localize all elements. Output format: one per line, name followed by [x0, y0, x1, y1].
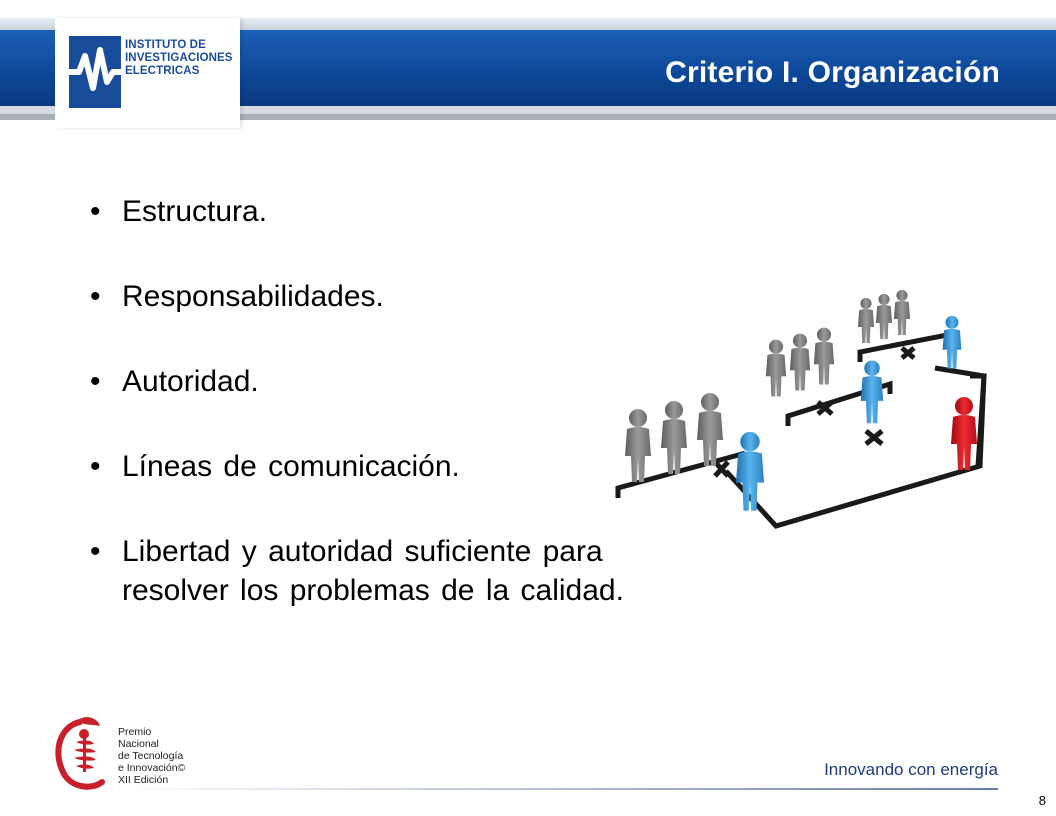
- page-number: 8: [1038, 793, 1046, 808]
- award-line: Premio: [118, 726, 152, 738]
- award-name: [118, 726, 185, 786]
- bullet-marker: •: [90, 450, 101, 483]
- slide-title: Criterio I. Organización: [665, 56, 1000, 89]
- award-line: Nacional: [118, 738, 159, 750]
- bullet-text: Responsabilidades.: [122, 280, 384, 313]
- institute-name-line: INSTITUTO DE: [125, 39, 206, 51]
- bullet-text: Estructura.: [122, 195, 268, 228]
- staff-figures-back: [858, 290, 910, 343]
- bullet-text: Líneas de comunicación.: [122, 450, 460, 483]
- bullet-marker: •: [90, 195, 101, 228]
- bullet-text: Libertad y autoridad suficiente para resolver los problemas de la calidad.: [122, 535, 624, 607]
- bullet-marker: •: [90, 280, 101, 313]
- tagline: Innovando con energía: [824, 760, 998, 779]
- leader-figure: [951, 397, 977, 470]
- institute-name-line: ELECTRICAS: [125, 65, 200, 77]
- bullet-text: Autoridad.: [122, 365, 259, 398]
- supervisor-figure: [861, 360, 883, 423]
- award-logo-icon: [50, 712, 120, 792]
- institute-name-line: INVESTIGACIONES: [125, 52, 233, 64]
- staff-figures-middle: [766, 328, 834, 397]
- bullet-marker: •: [90, 365, 101, 398]
- award-line: XII Edición: [118, 774, 169, 786]
- award-line: de Tecnología: [118, 750, 184, 762]
- staff-figures-front: [625, 393, 723, 482]
- manager-figure: [943, 316, 962, 369]
- award-line: e Innovación©: [118, 762, 186, 774]
- footer-rule: [118, 788, 998, 790]
- institute-name: [125, 39, 233, 78]
- org-chart-illustration: [600, 276, 1000, 546]
- bullet-marker: •: [90, 535, 101, 568]
- institute-logo: [55, 18, 240, 128]
- iie-logo-icon: [69, 36, 121, 108]
- bullet-item: [90, 192, 690, 231]
